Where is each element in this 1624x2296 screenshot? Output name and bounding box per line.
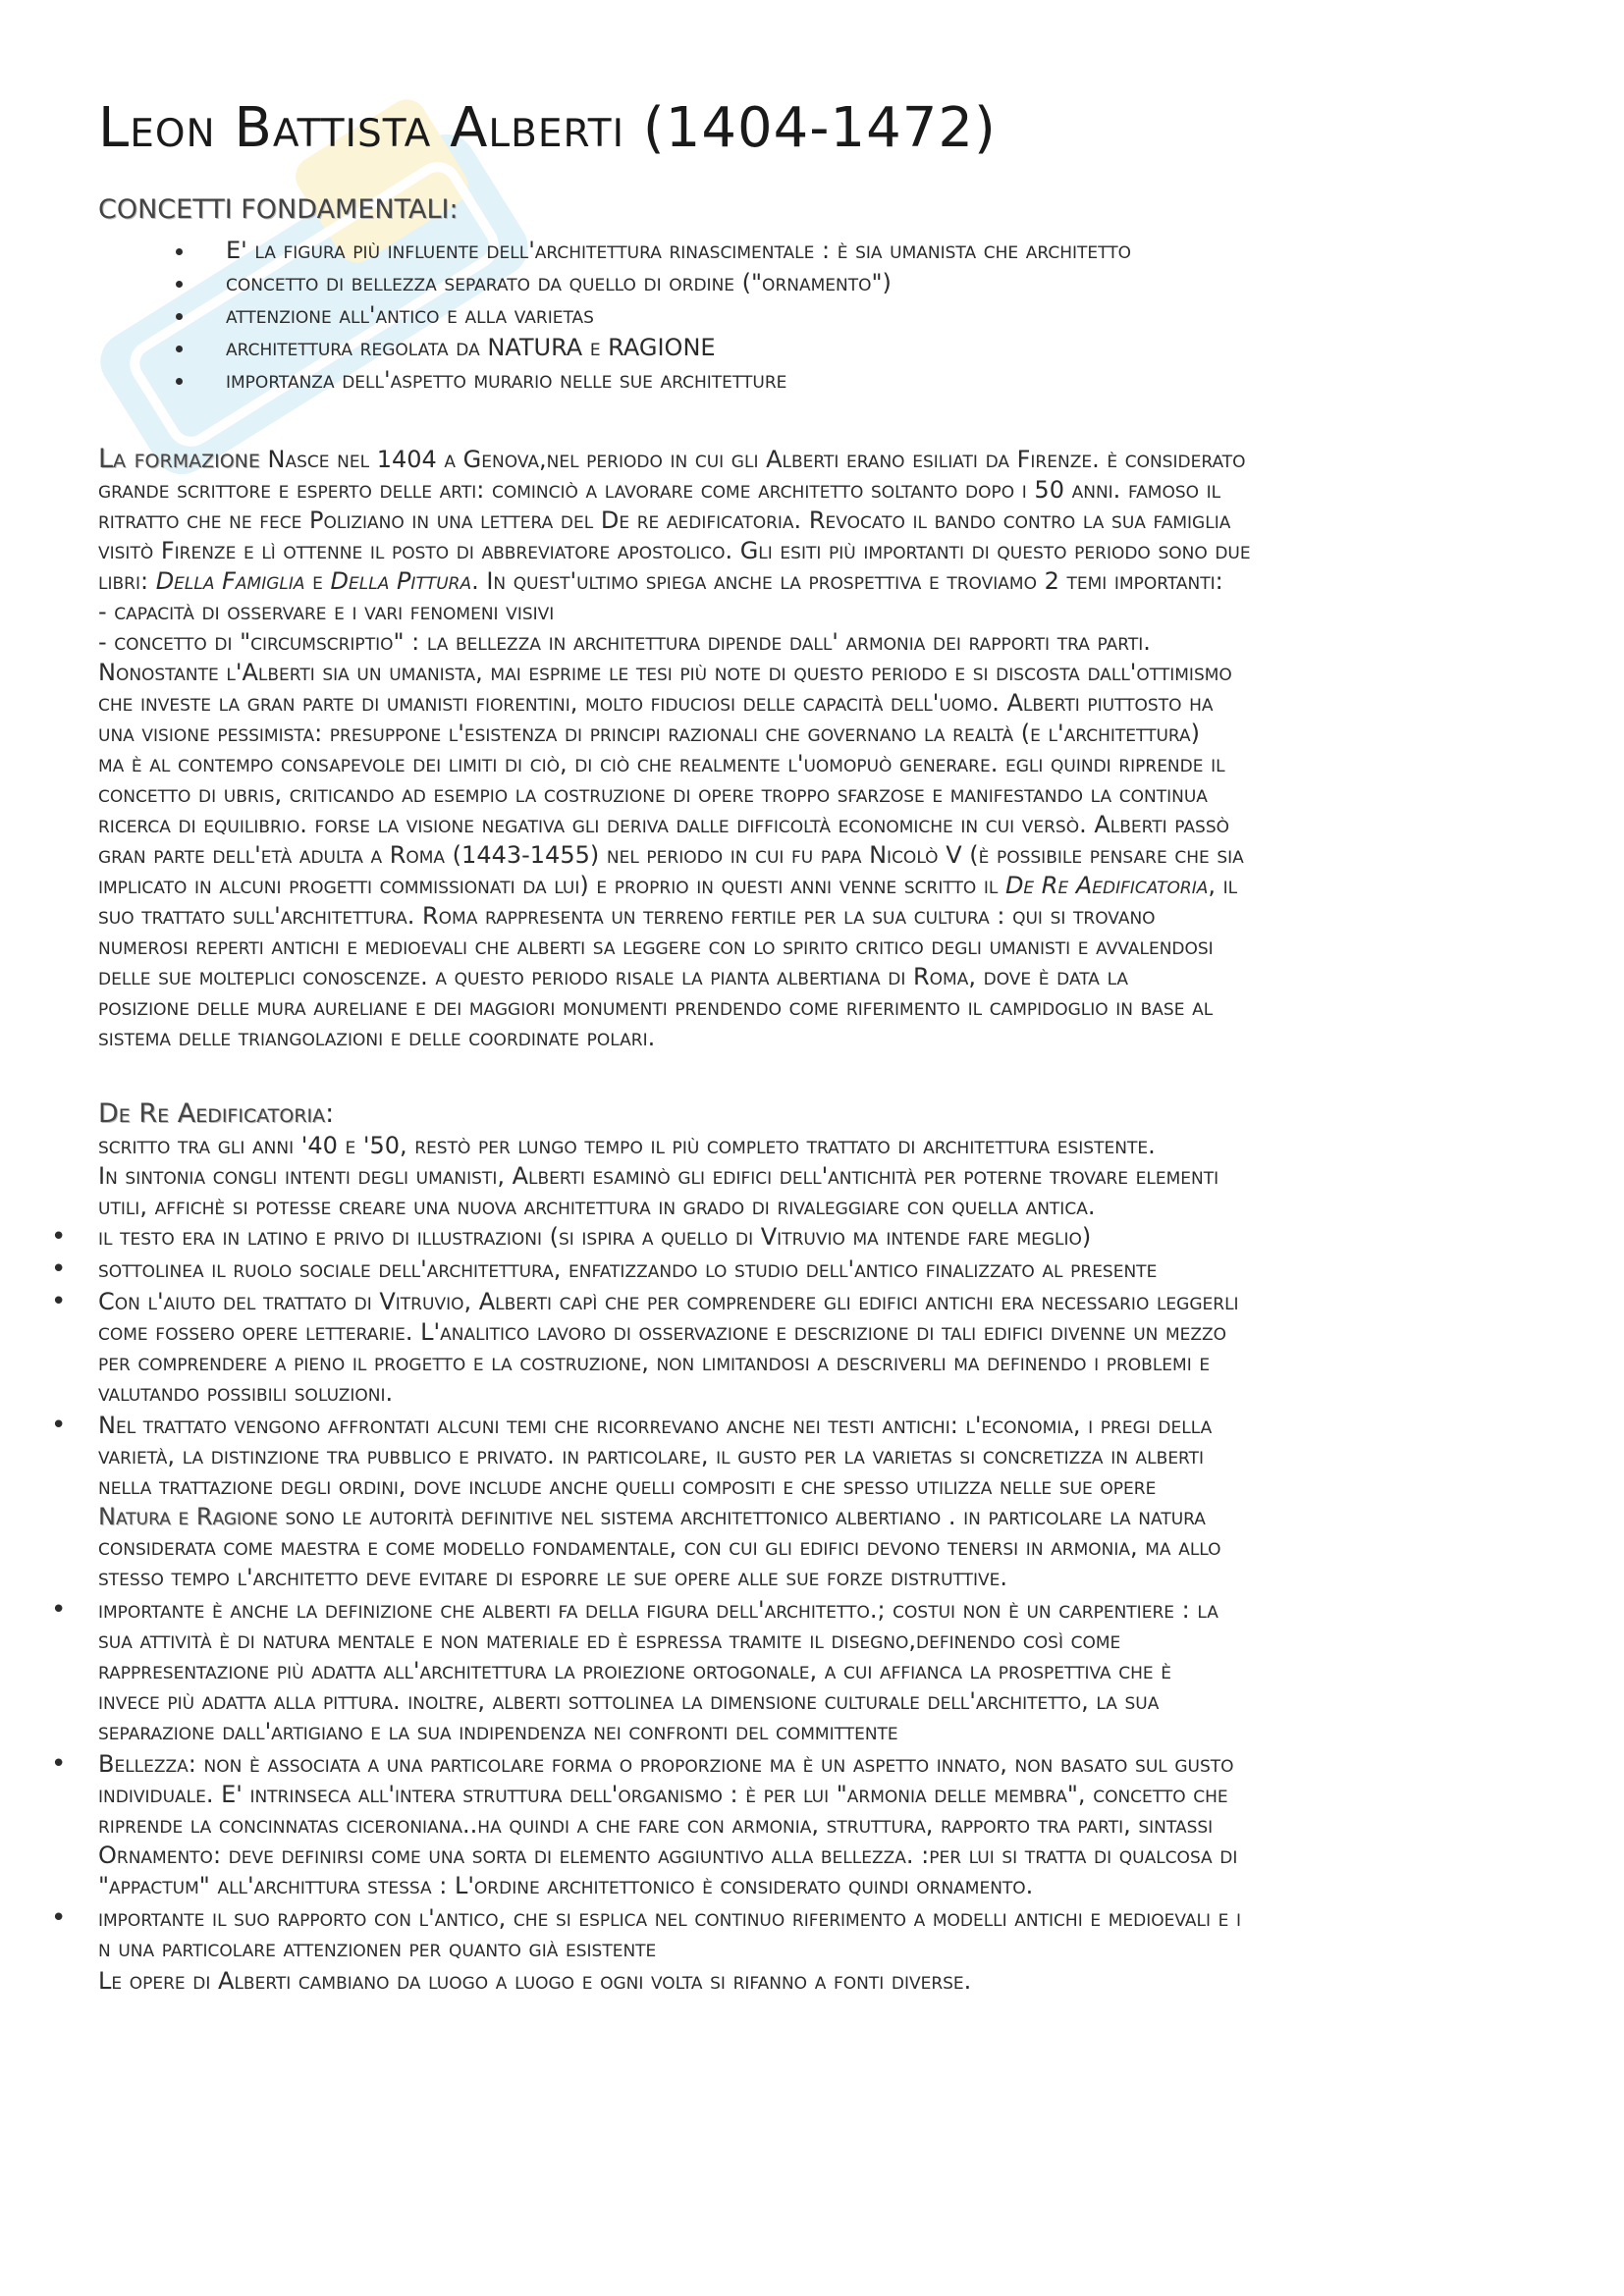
text-fragment: , il (1208, 871, 1238, 899)
list-item (98, 1411, 1551, 1593)
text-line: n una particolare attenzionen per quanto già esistente (98, 1934, 657, 1962)
list-item (98, 1255, 1551, 1285)
book-title: Della Pittura (330, 566, 472, 595)
book-title: De Re Aedificatoria (1004, 871, 1209, 899)
text-line: • Nel trattato vengono affrontati alcuni temi che ricorrevano anche nei testi antichi: l'economia, i pregi della (98, 1411, 1213, 1439)
text-line: separazione dall'artigiano e la sua indipendenza nei confronti del committente (98, 1717, 898, 1745)
text-line: suo trattato sull'architettura. Roma rappresenta un terreno fertile per la sua cultura : qui si trovano (98, 901, 1156, 930)
concepts-list (98, 235, 1551, 397)
text-line: • importante è anche la definizione che alberti fa della figura dell'architetto.; costui non è un carpentiere : la (98, 1595, 1218, 1624)
text-line: una visione pessimista: presuppone l'esistenza di principi razionali che governano la realtà (e l'architettura) (98, 719, 1201, 747)
text-line: sistema delle triangolazioni e delle coordinate polari. (98, 1023, 656, 1051)
list-item (98, 1222, 1551, 1253)
text-line: utili, affichè si potesse creare una nuova architettura in grado di rivaleggiare con quella antica. (98, 1192, 1096, 1220)
closing-line: Le opere di Alberti cambiano da luogo a luogo e ogni volta si rifanno a fonti diverse. (98, 1966, 972, 1995)
text-line: - capacità di osservare e i vari fenomeni visivi (98, 597, 555, 625)
text-line: visitò Firenze e lì ottenne il posto di abbreviatore apostolico. Gli esiti più importanti di questo periodo sono due (98, 536, 1251, 564)
list-item: • importanza dell'aspetto murario nelle sue architetture (196, 364, 1551, 397)
text-line: il testo era in latino e privo di illustrazioni (si ispira a quello di Vitruvio ma intende fare meglio) (98, 1222, 1092, 1251)
dra-intro (98, 1131, 1551, 1222)
text-line: valutando possibili soluzioni. (98, 1378, 394, 1407)
text-line: numerosi reperti antichi e medioevali che alberti sa leggere con lo spirito critico degli umanisti e avvalendosi (98, 932, 1214, 960)
text-fragment: . In quest'ultimo spiega anche la prospettiva e troviamo 2 temi importanti: (471, 566, 1223, 595)
text-line: In sintonia congli intenti degli umanisti, Alberti esaminò gli edifici dell'antichità per poterne trovare elementi (98, 1161, 1219, 1190)
text-line: • importante il suo rapporto con l'antico, che si esplica nel continuo riferimento a modelli antichi e medioevali e i (98, 1903, 1242, 1932)
text-line: implicato in alcuni progetti commissionati da lui) e proprio in questi anni venne scritto il (98, 871, 1005, 899)
text-line: - concetto di "circumscriptio" : la bellezza in architettura dipende dall' armonia dei rapporti tra parti. (98, 627, 1151, 656)
text-line: come fossero opere letterarie. L'analitico lavoro di osservazione e descrizione di tali edifici divenne un mezzo (98, 1317, 1227, 1346)
text-line: sottolinea il ruolo sociale dell'architettura, enfatizzando lo studio dell'antico finalizzato al presente (98, 1255, 1158, 1283)
dra-heading: De Re Aedificatoria (98, 1097, 326, 1129)
text-line: • Con l'aiuto del trattato di Vitruvio, Alberti capì che per comprendere gli edifici antichi era necessario leggerli (98, 1287, 1239, 1315)
text-line: grande scrittore e esperto delle arti: cominciò a lavorare come architetto soltanto dopo i 50 anni. famoso il (98, 475, 1221, 504)
text-line: Ornamento: deve definirsi come una sorta di elemento aggiuntivo alla bellezza. :per lui si tratta di qualcosa di (98, 1841, 1238, 1869)
text-line: varietà, la distinzione tra pubblico e privato. in particolare, il gusto per la varietas si concretizza in alberti (98, 1441, 1205, 1469)
text-line: ritratto che ne fece Poliziano in una lettera del De re aedificatoria. Revocato il bando contro la sua famiglia (98, 506, 1231, 534)
formazione-section (98, 444, 1551, 1053)
text-line: concetto di ubris, criticando ad esempio la costruzione di opere troppo sfarzose e manifestando la continua (98, 779, 1208, 808)
book-title: Della Famiglia (155, 566, 305, 595)
list-item (98, 1749, 1551, 1901)
list-item (98, 1903, 1551, 1964)
text-line: • Bellezza: non è associata a una particolare forma o proporzione ma è un aspetto innato, non basato sul gusto (98, 1749, 1234, 1778)
text-line: stesso tempo l'architetto deve evitare di esporre le sue opere alle sue forze distruttive. (98, 1563, 1008, 1591)
text-line: rappresentazione più adatta all'architettura la proiezione ortogonale, a cui affianca la prospettiva che è (98, 1656, 1172, 1684)
dra-list (98, 1222, 1551, 1964)
page-title: Leon Battista Alberti (1404-1472) (98, 96, 997, 160)
text-line: riprende la concinnatas ciceroniana..ha quindi a che fare con armonia, struttura, rapporto tra parti, sintassi (98, 1810, 1214, 1839)
text-line: posizione delle mura aureliane e dei maggiori monumenti prendendo come riferimento il campidoglio in base al (98, 992, 1214, 1021)
text-fragment: sono le autorità definitive nel sistema architettonico albertiano . in particolare la natura (277, 1502, 1206, 1530)
list-item (98, 1595, 1551, 1747)
text-line: libri: (98, 566, 156, 595)
text-line: Nasce nel 1404 a Genova,nel periodo in cui gli Alberti erano esiliati da Firenze. è considerato (267, 445, 1246, 473)
list-item: • concetto di bellezza separato da quello di ordine ("ornamento") (196, 267, 1551, 299)
formazione-heading: La formazione (98, 443, 260, 474)
text-line: scritto tra gli anni '40 e '50, restò per lungo tempo il più completo trattato di architettura esistente. (98, 1131, 1156, 1159)
text-line: individuale. E' intrinseca all'intera struttura dell'organismo : è per lui "armonia delle membra", concetto che (98, 1780, 1228, 1808)
text-line: nella trattazione degli ordini, dove include anche quelli compositi e che spesso utilizza nelle sue opere (98, 1471, 1157, 1500)
text-line: per comprendere a pieno il progetto e la costruzione, non limitandosi a descriverli ma definendo i problemi e (98, 1348, 1211, 1376)
highlight-natura-ragione: Natura e Ragione (98, 1502, 278, 1530)
text-line: considerata come maestra e come modello fondamentale, con cui gli edifici devono tenersi in armonia, ma allo (98, 1532, 1221, 1561)
text-line: delle sue molteplici conoscenze. a questo periodo risale la pianta albertiana di Roma, dove è data la (98, 962, 1129, 990)
text-line: ma è al contempo consapevole dei limiti di ciò, di ciò che realmente l'uomopuò generare. egli quindi riprende il (98, 749, 1225, 777)
text-line: "appactum" all'archittura stessa : L'ordine architettonico è considerato quindi ornamento. (98, 1871, 1034, 1899)
heading-colon: : (325, 1097, 335, 1129)
list-item: • attenzione all'antico e alla varietas (196, 299, 1551, 332)
list-item: • architettura regolata da NATURA e RAGIONE (196, 332, 1551, 364)
text-line: invece più adatta alla pittura. inoltre, alberti sottolinea la dimensione culturale dell'architetto, la sua (98, 1686, 1160, 1715)
list-item: • E' la figura più influente dell'architettura rinascimentale : è sia umanista che architetto (196, 235, 1551, 267)
list-item (98, 1287, 1551, 1409)
concepts-heading: CONCETTI FONDAMENTALI: (98, 193, 459, 225)
text-line: gran parte dell'età adulta a Roma (1443-1455) nel periodo in cui fu papa Nicolò V (è possibile pensare che sia (98, 840, 1244, 869)
text-line: Nonostante l'Alberti sia un umanista, mai esprime le tesi più note di questo periodo e si discosta dall'ottimismo (98, 658, 1232, 686)
document-page (98, 98, 1551, 1997)
dra-section (98, 1096, 1551, 1997)
text-fragment: e (304, 566, 331, 595)
text-line: che investe la gran parte di umanisti fiorentini, molto fiduciosi delle capacità dell'uomo. Alberti piuttosto ha (98, 688, 1214, 717)
text-line: sua attività è di natura mentale e non materiale ed è espressa tramite il disegno,definendo così come (98, 1626, 1121, 1654)
text-line: ricerca di equilibrio. forse la visione negativa gli deriva dalle difficoltà economiche in cui versò. Alberti passò (98, 810, 1229, 838)
